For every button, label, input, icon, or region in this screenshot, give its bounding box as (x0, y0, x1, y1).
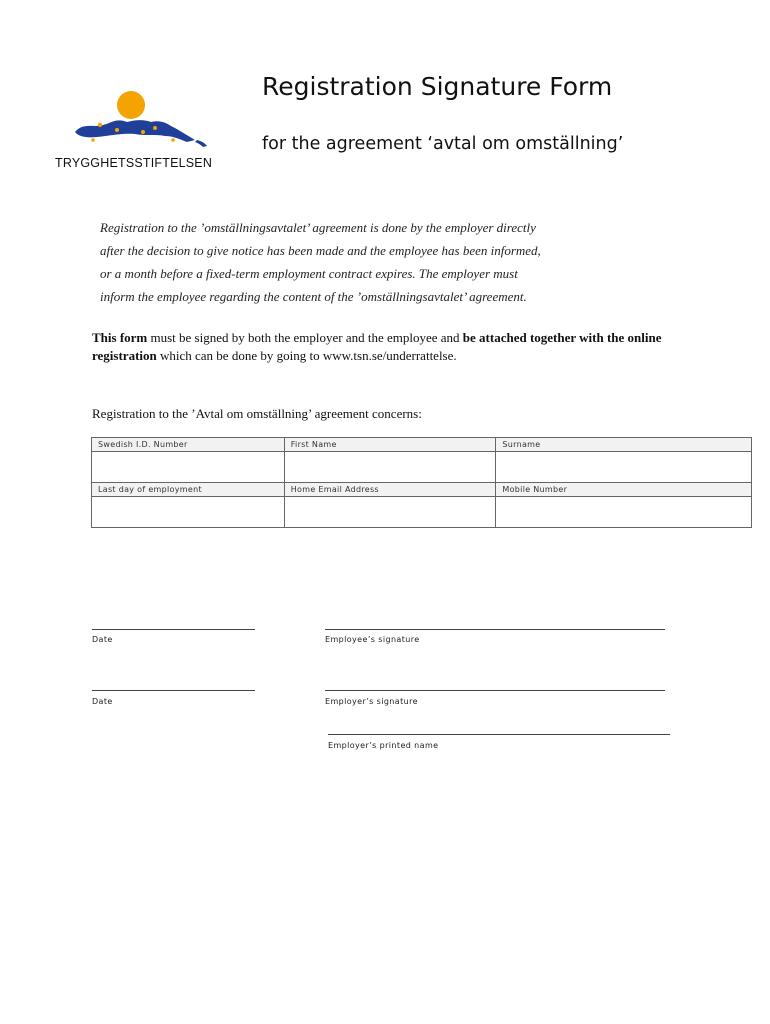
intro-paragraph (100, 216, 620, 308)
last-day-field[interactable] (92, 497, 285, 528)
table-input-row (92, 452, 752, 483)
table-header-row (92, 438, 752, 452)
home-email-label: Home Email Address (284, 483, 496, 497)
registration-table (91, 437, 752, 528)
intro-line: or a month before a fixed-term employment contract expires. The employer must (100, 266, 518, 281)
date-label-1: Date (92, 635, 113, 644)
surname-label: Surname (496, 438, 752, 452)
employer-signature-label: Employer’s signature (325, 697, 418, 706)
instructions-text-2: which can be done by going to www.tsn.se/underrattelse. (156, 348, 457, 363)
intro-line: inform the employee regarding the content of the ’omställningsavtalet’ agreement. (100, 289, 527, 304)
instructions-bold-1: This form (92, 330, 148, 345)
logo-icon (55, 70, 230, 155)
swedish-id-label: Swedish I.D. Number (92, 438, 285, 452)
surname-field[interactable] (496, 452, 752, 483)
intro-line: after the decision to give notice has been made and the employee has been informed, (100, 243, 541, 258)
home-email-field[interactable] (284, 497, 496, 528)
intro-line: Registration to the ’omställningsavtalet’ agreement is done by the employer directly (100, 220, 536, 235)
concerns-label: Registration to the ’Avtal om omställning’ agreement concerns: (92, 406, 422, 421)
date-label-2: Date (92, 697, 113, 706)
last-day-label: Last day of employment (92, 483, 285, 497)
page-subtitle: for the agreement ‘avtal om omställning’ (262, 134, 624, 154)
mobile-number-field[interactable] (496, 497, 752, 528)
page-title: Registration Signature Form (262, 72, 613, 101)
employer-printed-name-label: Employer’s printed name (328, 741, 439, 750)
date-line-1[interactable] (92, 629, 255, 630)
logo-text: TRYGGHETSSTIFTELSEN (55, 156, 213, 170)
employee-signature-line[interactable] (325, 629, 665, 630)
instructions-paragraph (92, 329, 692, 365)
instructions-bold-2: be attached together with the online registration (92, 330, 662, 363)
employer-signature-line[interactable] (325, 690, 665, 691)
trygghetsstiftelsen-logo (55, 70, 230, 175)
first-name-label: First Name (284, 438, 496, 452)
employee-signature-label: Employee’s signature (325, 635, 420, 644)
first-name-field[interactable] (284, 452, 496, 483)
table-input-row (92, 497, 752, 528)
swedish-id-field[interactable] (92, 452, 285, 483)
table-header-row (92, 483, 752, 497)
date-line-2[interactable] (92, 690, 255, 691)
mobile-number-label: Mobile Number (496, 483, 752, 497)
instructions-text-1: must be signed by both the employer and the employee and (147, 330, 463, 345)
employer-printed-name-line[interactable] (328, 734, 670, 735)
